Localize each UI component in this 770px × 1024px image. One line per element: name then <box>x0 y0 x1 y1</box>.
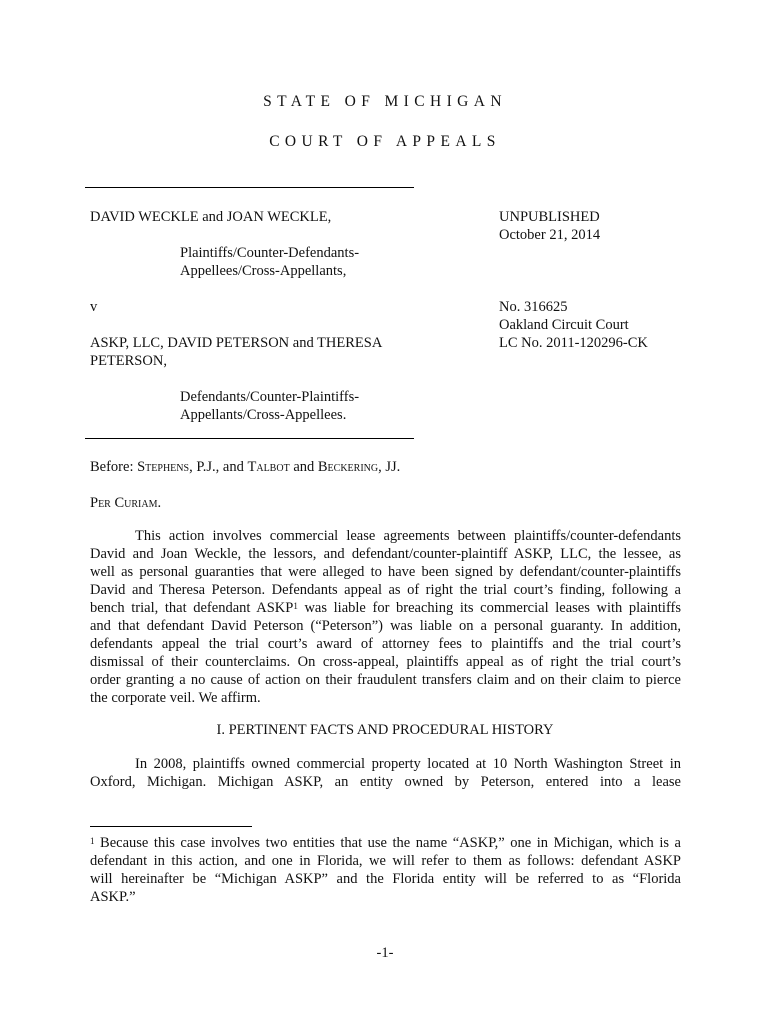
defendants-names-line1: ASKP, LLC, DAVID PETERSON and THERESA <box>90 335 383 351</box>
defendant-role-line2: Appellants/Cross-Appellees. <box>180 407 347 423</box>
p1-line: well as personal guaranties that were alleged to have been signed by defendant/counter-plaintiffs <box>90 564 681 580</box>
judge-stephens: Stephens <box>137 459 190 475</box>
per-curiam: Per Curiam. <box>90 495 162 511</box>
publication-status: UNPUBLISHED <box>499 209 600 225</box>
p1-line: David and Joan Weckle, the lessors, and defendant/counter-plaintiff ASKP, LLC, the lessee, as <box>90 546 681 562</box>
opening-paragraph <box>90 527 681 707</box>
footnote-reference[interactable]: 1 <box>293 601 298 611</box>
court-heading: COURT OF APPEALS <box>269 133 501 150</box>
facts-paragraph <box>90 755 681 791</box>
p1-line: dismissal of their counterclaims. On cross-appeal, plaintiffs appeal as of right the trial court’s <box>90 654 681 670</box>
panel-jj: , JJ. <box>378 459 401 475</box>
panel-and: and <box>289 459 318 475</box>
p1-line: and that defendant David Peterson (“Peterson”) was liable on a personal guaranty. In addition, <box>90 618 681 634</box>
p1-line: David and Theresa Peterson. Defendants appeal as of right the trial court’s finding, following a <box>90 582 681 598</box>
trial-court: Oakland Circuit Court <box>499 317 629 333</box>
caption-bottom-rule <box>85 438 414 439</box>
plaintiffs-names: DAVID WECKLE and JOAN WECKLE, <box>90 209 332 225</box>
page-number: -1- <box>376 945 394 961</box>
p1-line: the corporate veil. We affirm. <box>90 690 261 706</box>
defendant-role-line1: Defendants/Counter-Plaintiffs- <box>180 389 360 405</box>
p1-line: This action involves commercial lease agreements between plaintiffs/counter-defendants <box>135 528 681 544</box>
footnote-line <box>90 834 681 852</box>
p1-line-with-footnote <box>90 599 681 617</box>
panel-line <box>90 458 400 476</box>
caption-top-rule <box>85 187 414 188</box>
p2-line: Oxford, Michigan. Michigan ASKP, an entity owned by Peterson, entered into a lease <box>90 774 681 790</box>
p1-line-part: bench trial, that defendant ASKP <box>90 600 294 616</box>
docket-number: No. 316625 <box>499 299 568 315</box>
judge-talbot: Talbot <box>247 459 290 475</box>
defendants-names-line2: PETERSON, <box>90 353 167 369</box>
section-heading: I. PERTINENT FACTS AND PROCEDURAL HISTORY <box>216 722 554 738</box>
p1-line: order granting a no cause of action on their fraudulent transfers claim and on their claim to pierce <box>90 672 681 688</box>
judge-beckering: Beckering <box>317 459 379 475</box>
panel-before: Before: <box>90 459 138 475</box>
footnote-separator <box>90 826 252 827</box>
footnote-line: will hereinafter be “Michigan ASKP” and the Florida entity will be referred to as “Florida <box>90 871 681 887</box>
state-heading: STATE OF MICHIGAN <box>263 93 507 110</box>
footnote <box>90 834 681 906</box>
p2-line: In 2008, plaintiffs owned commercial property located at 10 North Washington Street in <box>135 756 681 772</box>
plaintiff-role-line2: Appellees/Cross-Appellants, <box>180 263 347 279</box>
decision-date: October 21, 2014 <box>499 227 601 243</box>
footnote-text: Because this case involves two entities that use the name “ASKP,” one in Michigan, which is a <box>94 835 681 851</box>
footnote-line: ASKP.” <box>90 889 136 905</box>
p1-line-part: was liable for breaching its commercial leases with plaintiffs <box>297 600 681 616</box>
p1-line: defendants appeal the trial court’s award of attorney fees to plaintiffs and the trial court’s <box>90 636 681 652</box>
panel-pj: , P.J., and <box>189 459 248 475</box>
lower-court-number: LC No. 2011-120296-CK <box>499 335 648 351</box>
footnote-mark: 1 <box>90 836 95 846</box>
plaintiff-role-line1: Plaintiffs/Counter-Defendants- <box>180 245 360 261</box>
footnote-line: defendant in this action, and one in Florida, we will refer to them as follows: defendant ASKP <box>90 853 681 869</box>
versus: v <box>90 299 98 315</box>
